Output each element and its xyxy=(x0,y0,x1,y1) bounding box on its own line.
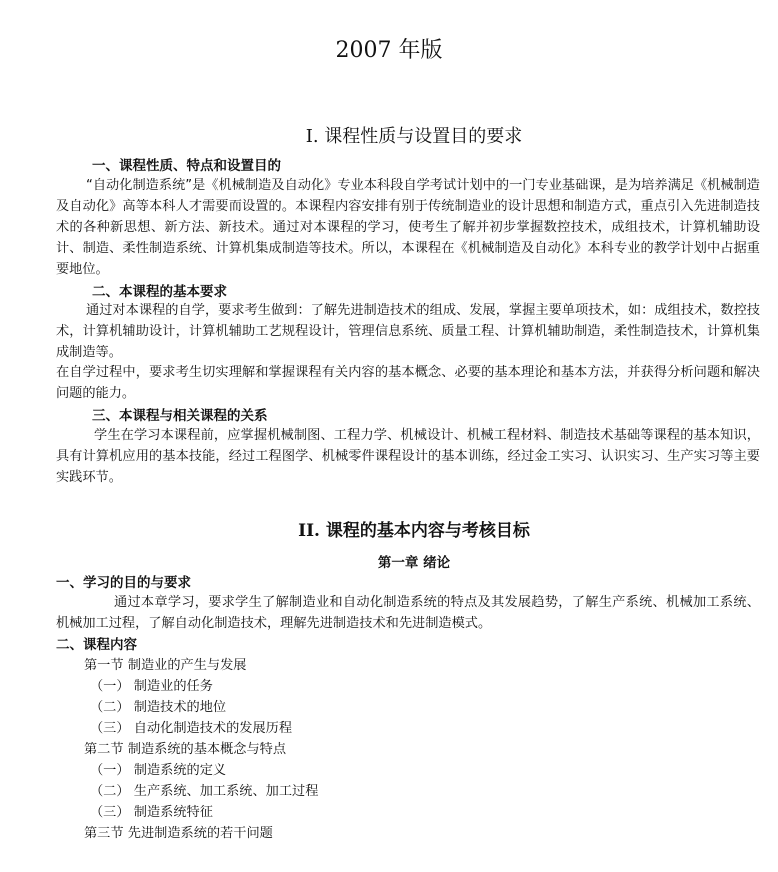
part1-title: I. 课程性质与设置目的要求 xyxy=(305,126,523,147)
list-item: （三） 自动化制造技术的发展历程 xyxy=(90,721,293,736)
list-item: 第二节 制造系统的基本概念与特点 xyxy=(84,742,287,757)
list-item: 第一节 制造业的产生与发展 xyxy=(84,658,247,673)
content-heading: 二、课程内容 xyxy=(56,637,137,653)
list-item: （三） 制造系统特征 xyxy=(90,805,213,820)
list-item: （一） 制造系统的定义 xyxy=(90,763,227,778)
edition-title: 2007 年版 xyxy=(335,38,443,63)
section2-heading: 二、本课程的基本要求 xyxy=(92,284,227,300)
section2-paragraph-1: 通过对本课程的自学，要求考生做到：了解先进制造技术的组成、发展，掌握主要单项技术，如：成组技术，数控技术，计算机辅助设计，计算机辅助工艺规程设计，管理信息系统、质量工程、计算机辅助制造，柔性制造技术，计算机集成制造等。 xyxy=(56,303,760,360)
section3-heading: 三、本课程与相关课程的关系 xyxy=(92,408,268,424)
part2-title: II. 课程的基本内容与考核目标 xyxy=(298,521,530,541)
list-item: （二） 生产系统、加工系统、加工过程 xyxy=(90,784,319,799)
goal-paragraph: 通过本章学习，要求学生了解制造业和自动化制造系统的特点及其发展趋势，了解生产系统、机械加工系统、机械加工过程，了解自动化制造技术，理解先进制造技术和先进制造模式。 xyxy=(56,595,760,631)
section3-paragraph: 学生在学习本课程前，应掌握机械制图、工程力学、机械设计、机械工程材料、制造技术基础等课程的基本知识，具有计算机应用的基本技能，经过工程图学、机械零件课程设计的基本训练，经过金工实习、认识实习、生产实习等主要实践环节。 xyxy=(56,428,760,485)
chapter-title: 第一章 绪论 xyxy=(377,555,451,571)
list-item: （二） 制造技术的地位 xyxy=(90,700,227,715)
section1-paragraph: “自动化制造系统”是《机械制造及自动化》专业本科段自学考试计划中的一门专业基础课，是为培养满足《机械制造及自动化》高等本科人才需要而设置的。本课程内容安排有别于传统制造业的设计思想和制造方式，重点引入先进制造技术的各种新思想、新方法、新技术。通过对本课程的学习，使考生了解并初步掌握数控技术，成组技术，计算机辅助设计、制造、柔性制造系统、计算机集成制造等技术。所以，本课程在《机械制造及自动化》本科专业的教学计划中占据重要地位。 xyxy=(56,178,760,277)
goal-heading: 一、学习的目的与要求 xyxy=(56,575,191,591)
section2-paragraph-2: 在自学过程中，要求考生切实理解和掌握课程有关内容的基本概念、必要的基本理论和基本方法，并获得分析问题和解决问题的能力。 xyxy=(56,365,760,401)
section1-heading: 一、课程性质、特点和设置目的 xyxy=(92,158,281,174)
list-item: （一） 制造业的任务 xyxy=(90,679,213,694)
list-item: 第三节 先进制造系统的若干问题 xyxy=(84,826,273,841)
